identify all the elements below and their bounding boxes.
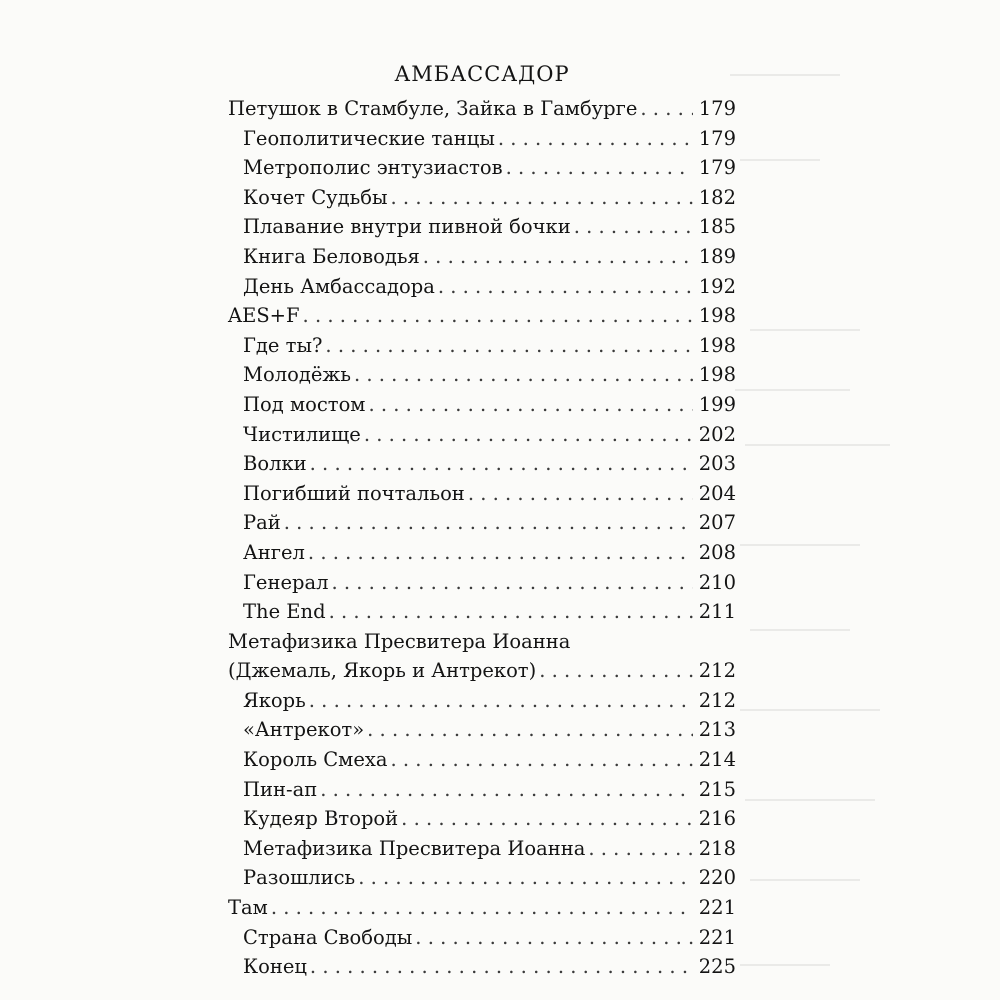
toc-entry: [228, 715, 736, 745]
toc-entry: [228, 775, 736, 805]
dot-leader: [284, 508, 693, 538]
toc-entry-title: День Амбассадора: [243, 274, 435, 298]
toc-entry-page-number: 221: [698, 925, 736, 949]
dot-leader: [574, 212, 693, 242]
toc-entry-title: Там: [228, 896, 268, 920]
toc-entry-title: Погибший почтальон: [243, 481, 465, 505]
dot-leader: [354, 360, 693, 390]
toc-entry-title: Генерал: [243, 570, 329, 594]
toc-entry: [228, 834, 736, 864]
bleed-through-texture: [710, 0, 1000, 1000]
dot-leader: [391, 183, 693, 213]
toc-entry-title: AES+F: [228, 304, 300, 328]
toc-entry-page-number: 192: [698, 274, 736, 298]
toc-entry: [228, 508, 736, 538]
toc-entry-title: The End: [243, 600, 326, 624]
toc-entry: [228, 153, 736, 183]
toc-entry-page-number: 179: [698, 156, 736, 180]
toc-entry-page-number: 218: [698, 836, 736, 860]
toc-entry-page-number: 198: [698, 363, 736, 387]
toc-entry-page-number: 179: [698, 126, 736, 150]
toc-entry-page-number: 182: [698, 185, 736, 209]
table-of-contents: [228, 94, 736, 982]
toc-entry-title: Молодёжь: [243, 363, 351, 387]
toc-entry: [228, 568, 736, 598]
dot-leader: [325, 331, 692, 361]
toc-entry-title: Чистилище: [243, 422, 361, 446]
toc-entry-title: Где ты?: [243, 333, 323, 357]
toc-entry: [228, 449, 736, 479]
toc-entry-page-number: 215: [698, 777, 736, 801]
dot-leader: [391, 745, 693, 775]
toc-entry: [228, 627, 736, 657]
toc-entry: [228, 538, 736, 568]
toc-entry-title: «Антрекот»: [243, 718, 365, 742]
toc-entry-title: Метафизика Пресвитера Иоанна: [243, 836, 586, 860]
toc-entry: [228, 893, 736, 923]
toc-entry-page-number: 203: [698, 452, 736, 476]
toc-entry-page-number: 207: [698, 511, 736, 535]
toc-entry: [228, 745, 736, 775]
dot-leader: [640, 94, 692, 124]
toc-entry-title: Плавание внутри пивной бочки: [243, 215, 571, 239]
toc-entry-title: (Джемаль, Якорь и Антрекот): [228, 659, 537, 683]
dot-leader: [329, 597, 693, 627]
section-heading: АМБАССАДОР: [394, 62, 570, 86]
toc-entry-page-number: 202: [698, 422, 736, 446]
toc-entry: [228, 479, 736, 509]
toc-entry-title: Разошлись: [243, 866, 356, 890]
toc-entry: [228, 212, 736, 242]
dot-leader: [310, 952, 693, 982]
toc-entry: [228, 656, 736, 686]
toc-entry-title: Метафизика Пресвитера Иоанна: [228, 629, 571, 653]
dot-leader: [271, 893, 693, 923]
toc-entry: [228, 272, 736, 302]
dot-leader: [498, 124, 693, 154]
toc-entry-page-number: 198: [698, 333, 736, 357]
toc-entry: [228, 420, 736, 450]
toc-entry: [228, 923, 736, 953]
toc-entry: [228, 331, 736, 361]
toc-entry: [228, 804, 736, 834]
toc-entry-title: Геополитические танцы: [243, 126, 495, 150]
dot-leader: [506, 153, 693, 183]
toc-entry-title: Ангел: [243, 540, 305, 564]
toc-entry-title: Пин-ап: [243, 777, 318, 801]
dot-leader: [468, 479, 693, 509]
dot-leader: [368, 390, 692, 420]
toc-entry-page-number: 221: [698, 896, 736, 920]
toc-entry: [228, 124, 736, 154]
toc-entry-page-number: 212: [698, 688, 736, 712]
toc-entry-page-number: 204: [698, 481, 736, 505]
toc-entry: [228, 597, 736, 627]
toc-entry-title: Петушок в Стамбуле, Зайка в Гамбурге: [228, 97, 638, 120]
toc-entry-title: Якорь: [243, 688, 306, 712]
toc-entry: [228, 94, 736, 124]
toc-entry-title: Король Смеха: [243, 748, 388, 772]
dot-leader: [423, 242, 693, 272]
toc-entry: [228, 242, 736, 272]
toc-entry-page-number: 208: [698, 540, 736, 564]
toc-entry-page-number: 179: [698, 97, 736, 120]
toc-entry-page-number: 213: [698, 718, 736, 742]
dot-leader: [308, 538, 693, 568]
toc-entry-title: Метрополис энтузиастов: [243, 156, 503, 180]
toc-entry-title: Конец: [243, 955, 307, 979]
dot-leader: [331, 568, 692, 598]
dot-leader: [415, 923, 692, 953]
dot-leader: [438, 272, 693, 302]
toc-entry-title: Страна Свободы: [243, 925, 413, 949]
dot-leader: [320, 775, 693, 805]
toc-entry-title: Книга Беловодья: [243, 244, 420, 268]
toc-entry-page-number: 198: [698, 304, 736, 328]
toc-entry-title: Рай: [243, 511, 281, 535]
toc-entry-page-number: 225: [698, 955, 736, 979]
toc-entry: [228, 863, 736, 893]
toc-entry-page-number: 212: [698, 659, 736, 683]
dot-leader: [309, 686, 693, 716]
toc-entry-title: Волки: [243, 452, 307, 476]
dot-leader: [303, 301, 693, 331]
toc-entry-page-number: 210: [698, 570, 736, 594]
dot-leader: [367, 715, 693, 745]
dot-leader: [539, 656, 693, 686]
toc-entry: [228, 390, 736, 420]
toc-entry: [228, 183, 736, 213]
dot-leader: [310, 449, 693, 479]
toc-entry: [228, 301, 736, 331]
toc-entry-page-number: 199: [698, 392, 736, 416]
toc-entry: [228, 686, 736, 716]
dot-leader: [588, 834, 692, 864]
toc-entry-page-number: 216: [698, 807, 736, 831]
toc-entry-page-number: 189: [698, 244, 736, 268]
toc-entry-page-number: 211: [698, 600, 736, 624]
toc-entry-title: Кочет Судьбы: [243, 185, 388, 209]
toc-entry: [228, 360, 736, 390]
dot-leader: [358, 863, 693, 893]
dot-leader: [364, 420, 693, 450]
toc-entry-page-number: 220: [698, 866, 736, 890]
toc-entry-title: Кудеяр Второй: [243, 807, 399, 831]
toc-entry-title: Под мостом: [243, 392, 366, 416]
dot-leader: [401, 804, 693, 834]
toc-entry-page-number: 214: [698, 748, 736, 772]
toc-entry-page-number: 185: [698, 215, 736, 239]
toc-entry: [228, 952, 736, 982]
